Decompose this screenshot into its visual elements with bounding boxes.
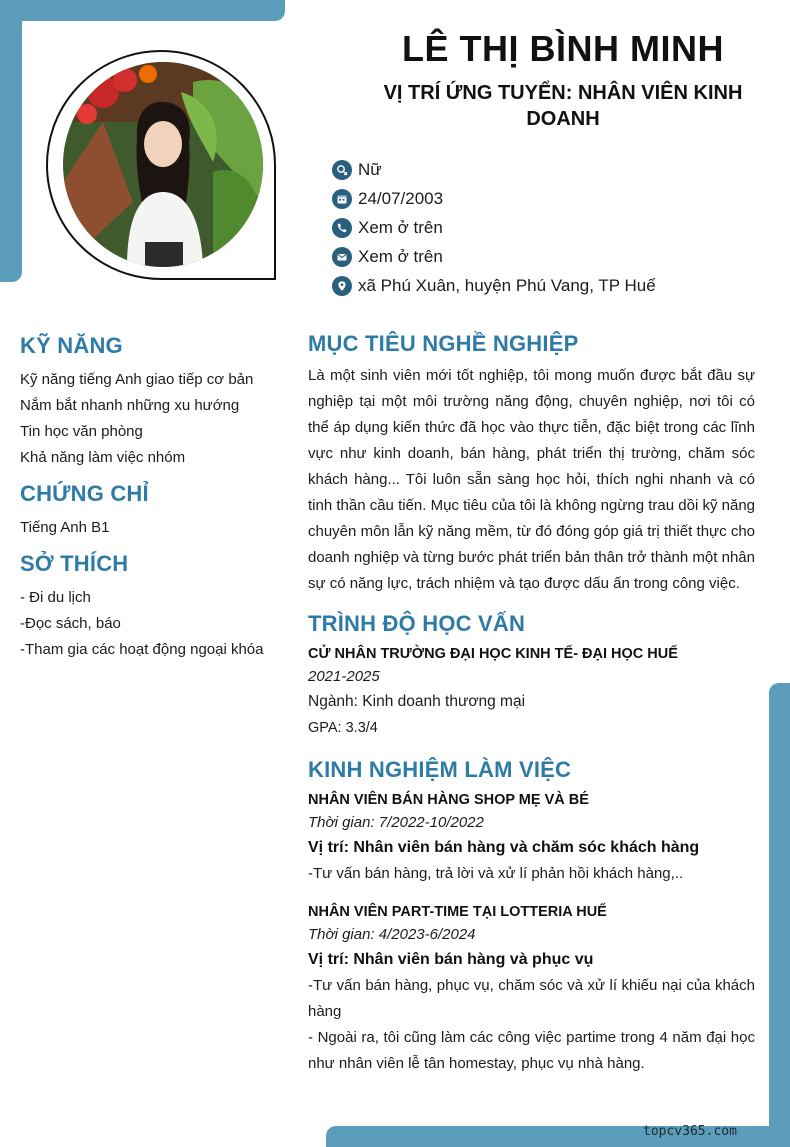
frame-bar-left: [0, 0, 22, 282]
hobby-item: -Đọc sách, báo: [20, 615, 121, 632]
gender-icon: [332, 160, 352, 180]
hobbies-section: [20, 551, 290, 663]
contact-gender: [332, 155, 656, 184]
watermark: topcv365.com: [643, 1124, 737, 1139]
job-role: Vị trí: Nhân viên bán hàng và chăm sóc khách hàng: [308, 839, 700, 856]
skill-item: Khả năng làm việc nhóm: [20, 449, 186, 466]
job-entry: [308, 901, 755, 1077]
experience-title: KINH NGHIỆM LÀM VIỆC: [308, 757, 572, 782]
objective-section: [308, 331, 755, 597]
contact-address: [332, 271, 656, 300]
education-title: TRÌNH ĐỘ HỌC VẤN: [308, 611, 526, 636]
email-value: Xem ở trên: [358, 246, 443, 266]
certificates-section: [20, 481, 290, 541]
objective-text: Là một sinh viên mới tốt nghiệp, tôi mong muốn được bắt đầu sự nghiệp tại một môi trường năng động, chuyên nghiệp, nơi tôi có thể áp dụng kiến thức đã học vào thực tiễn, đặc biệt trong các lĩnh vực như kinh doanh, bán hàng, phát triển thị trường, chăm sóc khách hàng... Tôi luôn sẵn sàng học hỏi, thích nghi nhanh và có tinh thần cầu tiến. Mục tiêu của tôi là không ngừng trau dồi kỹ năng chuyên môn lẫn kỹ năng mềm, từ đó đóng góp giá trị thiết thực cho doanh nghiệp và từng bước phát triển bản thân trở thành một nhân sự có năng lực, trách nhiệm và tạo được dấu ấn trong công việc.: [308, 367, 755, 592]
hobby-item: - Đi du lịch: [20, 589, 91, 606]
dob-value: 24/07/2003: [358, 188, 444, 208]
skill-item: Nắm bắt nhanh những xu hướng: [20, 397, 240, 414]
education-school: CỬ NHÂN TRƯỜNG ĐẠI HỌC KINH TẾ- ĐẠI HỌC HUẾ: [308, 646, 678, 662]
skill-item: Tin học văn phòng: [20, 423, 143, 440]
contact-email: [332, 242, 656, 271]
contact-phone: [332, 213, 656, 242]
job-description: -Tư vấn bán hàng, trả lời và xử lí phản hồi khách hàng,..: [308, 865, 684, 882]
certificate-item: Tiếng Anh B1: [20, 519, 110, 536]
calendar-icon: [332, 189, 352, 209]
education-period: 2021-2025: [308, 668, 380, 685]
contact-dob: [332, 184, 656, 213]
frame-bar-right: [769, 683, 790, 1147]
right-column: [308, 331, 755, 1091]
avatar-photo: [63, 62, 263, 267]
job-time: Thời gian: 7/2022-10/2022: [308, 814, 484, 831]
education-gpa: GPA: 3.3/4: [308, 720, 378, 736]
skills-section: [20, 333, 290, 471]
gender-value: Nữ: [358, 159, 382, 179]
phone-value: Xem ở trên: [358, 217, 443, 237]
hobby-item: -Tham gia các hoạt động ngoại khóa: [20, 641, 264, 658]
applied-position: VỊ TRÍ ỨNG TUYỂN: NHÂN VIÊN KINH DOANH: [383, 82, 743, 130]
address-value: xã Phú Xuân, huyện Phú Vang, TP Huế: [358, 275, 656, 295]
experience-section: [308, 757, 755, 1077]
job-title: NHÂN VIÊN BÁN HÀNG SHOP MẸ VÀ BÉ: [308, 792, 589, 808]
objective-title: MỤC TIÊU NGHỀ NGHIỆP: [308, 331, 579, 356]
certificates-title: CHỨNG CHỈ: [20, 481, 149, 506]
job-description: -Tư vấn bán hàng, phục vụ, chăm sóc và xử lí khiếu nại của khách hàng: [308, 977, 755, 1020]
job-title: NHÂN VIÊN PART-TIME TẠI LOTTERIA HUẾ: [308, 904, 607, 920]
phone-icon: [332, 218, 352, 238]
contact-list: [332, 155, 656, 300]
skill-item: Kỹ năng tiếng Anh giao tiếp cơ bản: [20, 371, 254, 388]
hobbies-title: SỞ THÍCH: [20, 551, 129, 576]
location-icon: [332, 276, 352, 296]
job-role: Vị trí: Nhân viên bán hàng và phục vụ: [308, 951, 594, 968]
education-section: [308, 611, 755, 741]
candidate-name: LÊ THỊ BÌNH MINH: [402, 28, 724, 69]
left-column: [20, 333, 290, 673]
skills-title: KỸ NĂNG: [20, 333, 123, 358]
education-major: Ngành: Kinh doanh thương mại: [308, 693, 526, 710]
job-entry: [308, 789, 755, 887]
job-description-extra: - Ngoài ra, tôi cũng làm các công việc partime trong 4 năm đại học như nhân viên lễ tân homestay, phục vụ nhà hàng.: [308, 1029, 755, 1072]
job-time: Thời gian: 4/2023-6/2024: [308, 926, 476, 943]
frame-bar-top: [0, 0, 285, 21]
email-icon: [332, 247, 352, 267]
